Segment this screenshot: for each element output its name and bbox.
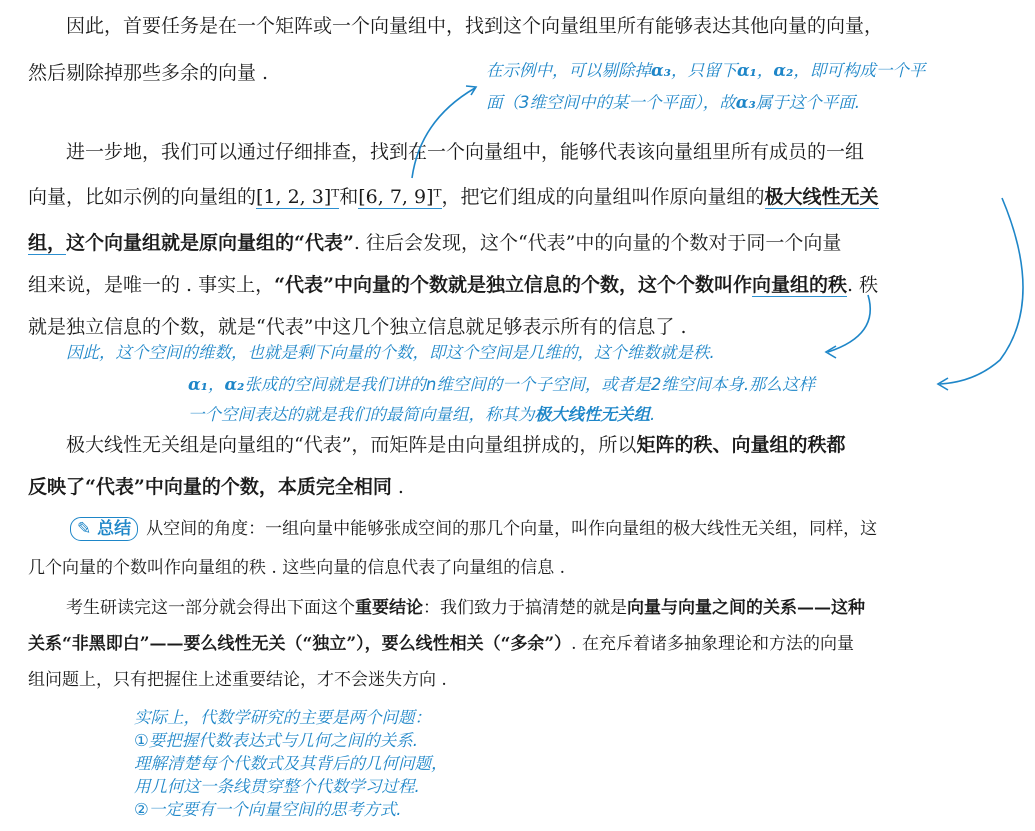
note4-line5: ②一定要有一个向量空间的思考方式. [134, 800, 402, 819]
summary-line1 [70, 517, 877, 541]
note4-line4: 用几何这一条线贯穿整个代数学习过程. [134, 777, 420, 796]
alpha2-symbol: α₂ [773, 61, 794, 80]
para2-bold-count: “代表”中向量的个数就是独立信息的个数，这个个数叫作 [274, 274, 752, 296]
para3-text-a: 极大线性无关组是向量组的“代表”，而矩阵是由向量组拼成的，所以 [66, 434, 637, 456]
para2-bold-representative: 这个向量组就是原向量组的“代表” [66, 232, 354, 254]
alpha1-symbol: α₁ [736, 61, 757, 80]
para4-bold-conclusion: 重要结论 [355, 598, 423, 618]
arrow-head-note1 [466, 86, 476, 95]
note1-text-b: ，只留下 [670, 61, 737, 80]
para4-text-c: . 在充斥着诸多抽象理论和方法的向量 [571, 634, 854, 654]
vector-1-2-3: [1, 2, 3]ᵀ [256, 186, 340, 208]
alpha2-symbol-2: α₂ [224, 375, 245, 394]
note4-line2: ①要把握代数表达式与几何之间的关系. [134, 731, 419, 750]
arrow-to-note1 [412, 88, 475, 178]
para3-bold-a: 矩阵的秩、向量组的秩都 [636, 434, 846, 456]
summary-line2: 几个向量的个数叫作向量组的秩 . 这些向量的信息代表了向量组的信息 . [28, 558, 566, 578]
para2-line3 [28, 231, 841, 255]
para4-line1 [66, 596, 865, 620]
note3-term: 极大线性无关组 [534, 405, 650, 424]
arrow-head-note2 [826, 346, 836, 358]
alpha1-symbol-2: α₁ [188, 375, 208, 394]
note1-text-e: 面（3维空间中的某一个平面），故 [486, 93, 736, 112]
term-maximal-independent: 极大线性无关 [764, 186, 879, 208]
para2-text-a: 向量，比如示例的向量组的 [28, 186, 257, 208]
para2-line4 [28, 273, 878, 297]
vector-6-7-9: [6, 7, 9]ᵀ [358, 186, 442, 208]
para2-text-e: . 秩 [847, 274, 879, 296]
para2-line1: 进一步地，我们可以通过仔细排查，找到在一个向量组中，能够代表该向量组里所有成员的一组 [66, 141, 865, 163]
pencil-icon: ✎ [77, 519, 92, 539]
note3-line1 [188, 374, 815, 396]
arrow-head-note3 [938, 378, 948, 390]
summary-text-a: 从空间的角度：一组向量中能够张成空间的那几个向量，叫作向量组的极大线性无关组，同样，这 [146, 519, 878, 539]
note3-comma: ， [207, 375, 225, 394]
para1-line2: 然后剔除掉那些多余的向量 . [28, 62, 269, 84]
note1-line2 [486, 92, 860, 114]
term-rank: 向量组的秩 [751, 274, 847, 296]
arrow-to-note2 [828, 295, 870, 352]
para2-text-d: 组来说，是唯一的 . 事实上， [28, 274, 275, 296]
para4-bold-either: 关系“非黑即白”——要么线性无关（“独立”），要么线性相关（“多余”） [28, 634, 572, 654]
note4-line1: 实际上，代数学研究的主要是两个问题： [134, 708, 431, 727]
para2-text-c: . 往后会发现，这个“代表”中的向量的个数对于同一个向量 [353, 232, 842, 254]
para4-bold-relation: 向量与向量之间的关系——这种 [627, 598, 865, 618]
para2-text-b: ，把它们组成的向量组叫作原向量组的 [441, 186, 765, 208]
note3-line2 [188, 404, 655, 426]
para3-bold-b: 反映了“代表”中向量的个数，本质完全相同 [28, 476, 392, 498]
para4-text-b: ：我们致力于搞清楚的就是 [423, 598, 627, 618]
para4-text-a: 考生研读完这一部分就会得出下面这个 [66, 598, 355, 618]
term-group: 组， [28, 232, 67, 254]
para4-line2 [28, 632, 854, 656]
para1-line1: 因此，首要任务是在一个矩阵或一个向量组中，找到这个向量组里所有能够表达其他向量的向量， [66, 15, 884, 37]
para2-line2 [28, 185, 879, 209]
summary-badge [70, 517, 138, 541]
para2-line5: 就是独立信息的个数，就是“代表”中这几个独立信息就足够表示所有的信息了 . [28, 316, 687, 338]
note1-comma: ， [756, 61, 774, 80]
alpha3-symbol-2: α₃ [735, 93, 756, 112]
para2-and: 和 [339, 186, 359, 208]
note1-text-d: ，即可构成一个平 [793, 61, 926, 80]
note3-period: . [650, 405, 656, 424]
alpha3-symbol: α₃ [651, 61, 671, 80]
arrow-to-note3 [940, 198, 1023, 384]
summary-badge-label: 总结 [97, 519, 132, 539]
note3-text-a: 张成的空间就是我们讲的n维空间的一个子空间，或者是2维空间本身.那么这样 [244, 375, 816, 394]
note4-line3: 理解清楚每个代数式及其背后的几何问题， [134, 754, 448, 773]
para3-period: . [391, 476, 404, 498]
para3-line1 [66, 433, 845, 457]
note2-line1: 因此，这个空间的维数，也就是剩下向量的个数，即这个空间是几维的，这个维数就是秩. [66, 343, 715, 362]
note1-text-a: 在示例中，可以剔除掉 [486, 61, 651, 80]
note1-line1 [486, 60, 925, 82]
note3-text-b: 一个空间表达的就是我们的最简向量组，称其为 [188, 405, 535, 424]
note1-text-f: 属于这个平面. [755, 93, 860, 112]
para4-line3: 组问题上，只有把握住上述重要结论，才不会迷失方向 . [28, 670, 447, 690]
para3-line2 [28, 475, 404, 499]
